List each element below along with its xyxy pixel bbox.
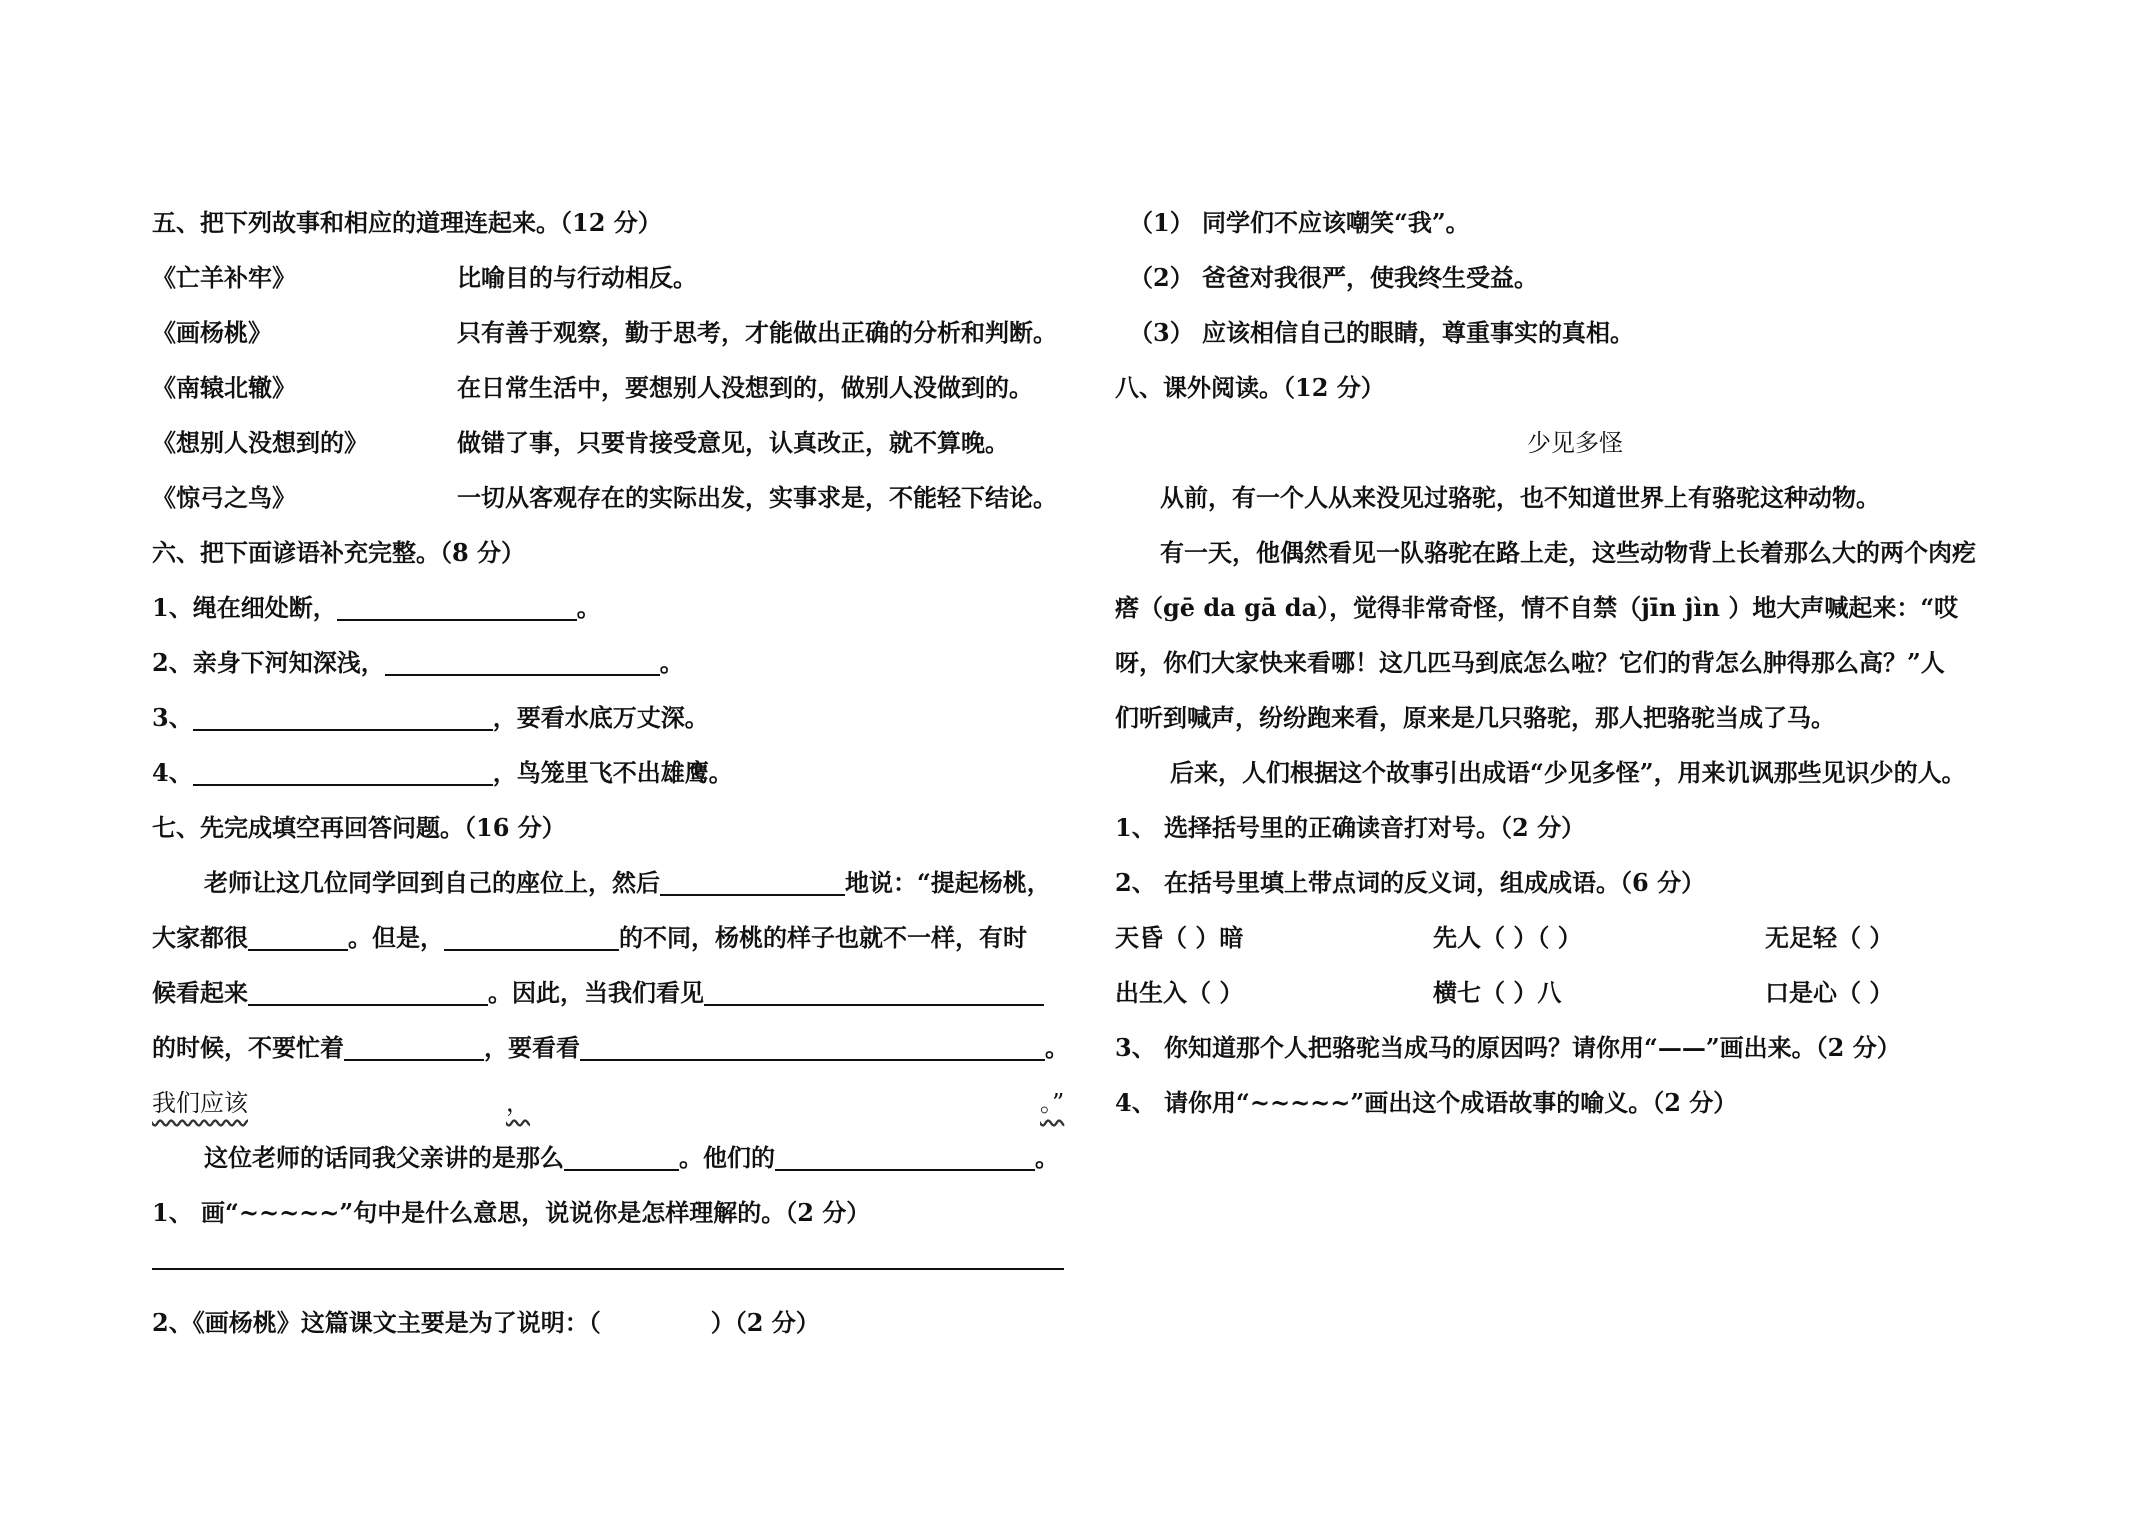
fill-blank[interactable] (337, 581, 577, 621)
reading-question-4: 4、 请你用“~~~~~”画出这个成语故事的喻义。（2 分） (1115, 1088, 1738, 1117)
story-paragraph: 从前，有一个人从来没见过骆驼，也不知道世界上有骆驼这种动物。 (1160, 483, 1880, 512)
story-row (152, 306, 1057, 360)
reading-question-3: 3、 你知道那个人把骆驼当成马的原因吗？请你用“——”画出来。（2 分） (1115, 1033, 1901, 1062)
passage-text: 大家都很 (152, 923, 248, 952)
fill-blank[interactable] (775, 1131, 1035, 1171)
story-name: 《画杨桃》 (152, 318, 272, 347)
story-name: 《亡羊补牢》 (152, 263, 296, 292)
passage-text: 。他们的 (679, 1143, 775, 1172)
fill-blank[interactable] (704, 966, 1044, 1006)
fill-blank[interactable] (385, 636, 660, 676)
story-paragraph: 呀，你们大家快来看哪！这几匹马到底怎么啦？它们的背怎么肿得那么高？”人 (1115, 648, 1945, 677)
proverb-text: ，要看水底万丈深。 (492, 703, 709, 732)
fill-blank[interactable] (344, 1021, 484, 1061)
question-text: ）（2 分） (710, 1308, 820, 1337)
idiom-item[interactable]: 先人（ ）（ ） (1433, 923, 1582, 952)
fill-blank[interactable] (660, 856, 845, 896)
proverb-item (152, 691, 709, 745)
story-paragraph: 有一天，他偶然看见一队骆驼在路上走，这些动物背上长着那么大的两个肉疙 (1160, 538, 1976, 567)
fill-blank[interactable] (193, 746, 493, 786)
passage-text: 。” (1040, 1089, 1065, 1117)
option-1: （1） 同学们不应该嘲笑“我”。 (1129, 208, 1470, 237)
idiom-item[interactable]: 出生入（ ） (1115, 978, 1244, 1007)
question-2 (152, 1296, 820, 1350)
proverb-text: 4、 (152, 758, 193, 787)
passage-text: 候看起来 (152, 978, 248, 1007)
idiom-item[interactable]: 口是心（ ） (1765, 978, 1894, 1007)
proverb-text: 。 (576, 593, 601, 622)
story-moral: 一切从客观存在的实际出发，实事求是，不能轻下结论。 (457, 483, 1057, 512)
story-row (152, 471, 1057, 525)
passage-text: 的时候，不要忙着 (152, 1033, 344, 1062)
passage-text: 的不同，杨桃的样子也就不一样，有时 (619, 923, 1027, 952)
proverb-text: 2、亲身下河知深浅， (152, 648, 385, 677)
passage-line (204, 856, 1051, 910)
passage-text: 地说：“提起杨桃， (845, 868, 1051, 897)
proverb-item (152, 581, 601, 635)
fill-blank[interactable] (248, 911, 348, 951)
option-3: （3） 应该相信自己的眼睛，尊重事实的真相。 (1129, 318, 1635, 347)
passage-text: 。 (1035, 1143, 1059, 1172)
section-8-title: 八、课外阅读。（12 分） (1115, 373, 1385, 402)
section-7-title: 七、先完成填空再回答问题。（16 分） (152, 813, 566, 842)
story-name: 《惊弓之鸟》 (152, 483, 296, 512)
fill-blank[interactable] (564, 1131, 679, 1171)
passage-line (152, 911, 1027, 965)
fill-blank[interactable] (248, 966, 488, 1006)
passage-line (152, 966, 1044, 1020)
story-name: 《南辕北辙》 (152, 373, 296, 402)
story-moral: 比喻目的与行动相反。 (457, 263, 697, 292)
story-row (152, 361, 1033, 415)
answer-line[interactable] (152, 1268, 1064, 1270)
proverb-text: 3、 (152, 703, 193, 732)
story-moral: 做错了事，只要肯接受意见，认真改正，就不算晚。 (457, 428, 1009, 457)
story-moral: 在日常生活中，要想别人没想到的，做别人没做到的。 (457, 373, 1033, 402)
idiom-item[interactable]: 无足轻（ ） (1765, 923, 1894, 952)
fill-blank[interactable] (580, 1021, 1045, 1061)
story-row (152, 416, 1009, 470)
passage-text: 我们应该 (152, 1089, 248, 1117)
passage-text: 老师让这几位同学回到自己的座位上，然后 (204, 868, 660, 897)
idiom-item[interactable]: 横七（ ）八 (1433, 978, 1562, 1007)
passage-text: 。 (1045, 1033, 1069, 1062)
passage-text: ，要看看 (484, 1033, 580, 1062)
story-row (152, 251, 697, 305)
proverb-text: 。 (659, 648, 684, 677)
story-paragraph: 后来，人们根据这个故事引出成语“少见多怪”，用来讥讽那些见识少的人。 (1170, 758, 1966, 787)
passage-text: ， (506, 1089, 530, 1117)
proverb-text: 1、绳在细处断， (152, 593, 337, 622)
option-2: （2） 爸爸对我很严，使我终生受益。 (1129, 263, 1539, 292)
passage-line (152, 1021, 1069, 1075)
story-paragraph: 们听到喊声，纷纷跑来看，原来是几只骆驼，那人把骆驼当成了马。 (1115, 703, 1835, 732)
wavy-sentence (152, 1076, 1065, 1130)
passage-text: 这位老师的话同我父亲讲的是那么 (204, 1143, 564, 1172)
reading-question-2: 2、 在括号里填上带点词的反义词，组成成语。（6 分） (1115, 868, 1706, 897)
story-paragraph: 瘩（gē da gā da），觉得非常奇怪，情不自禁（jīn jìn ）地大声喊起来：“哎 (1115, 593, 1959, 622)
fill-blank[interactable] (193, 691, 493, 731)
proverb-text: ，鸟笼里飞不出雄鹰。 (492, 758, 733, 787)
story-title: 少见多怪 (1527, 429, 1623, 457)
proverb-item (152, 636, 684, 690)
reading-question-1: 1、 选择括号里的正确读音打对号。（2 分） (1115, 813, 1586, 842)
story-name: 《想别人没想到的》 (152, 428, 368, 457)
passage-line (204, 1131, 1059, 1185)
story-moral: 只有善于观察，勤于思考，才能做出正确的分析和判断。 (457, 318, 1057, 347)
idiom-item[interactable]: 天昏（ ）暗 (1115, 923, 1244, 952)
section-5-title: 五、把下列故事和相应的道理连起来。（12 分） (152, 208, 662, 237)
fill-blank[interactable] (444, 911, 619, 951)
passage-text: 。但是， (348, 923, 444, 952)
passage-text: 。因此，当我们看见 (488, 978, 704, 1007)
question-1: 1、 画“~~~~~”句中是什么意思，说说你是怎样理解的。（2 分） (152, 1198, 871, 1227)
section-6-title: 六、把下面谚语补充完整。（8 分） (152, 538, 526, 567)
question-text: 2、《画杨桃》这篇课文主要是为了说明：（ (152, 1308, 601, 1337)
proverb-item (152, 746, 733, 800)
